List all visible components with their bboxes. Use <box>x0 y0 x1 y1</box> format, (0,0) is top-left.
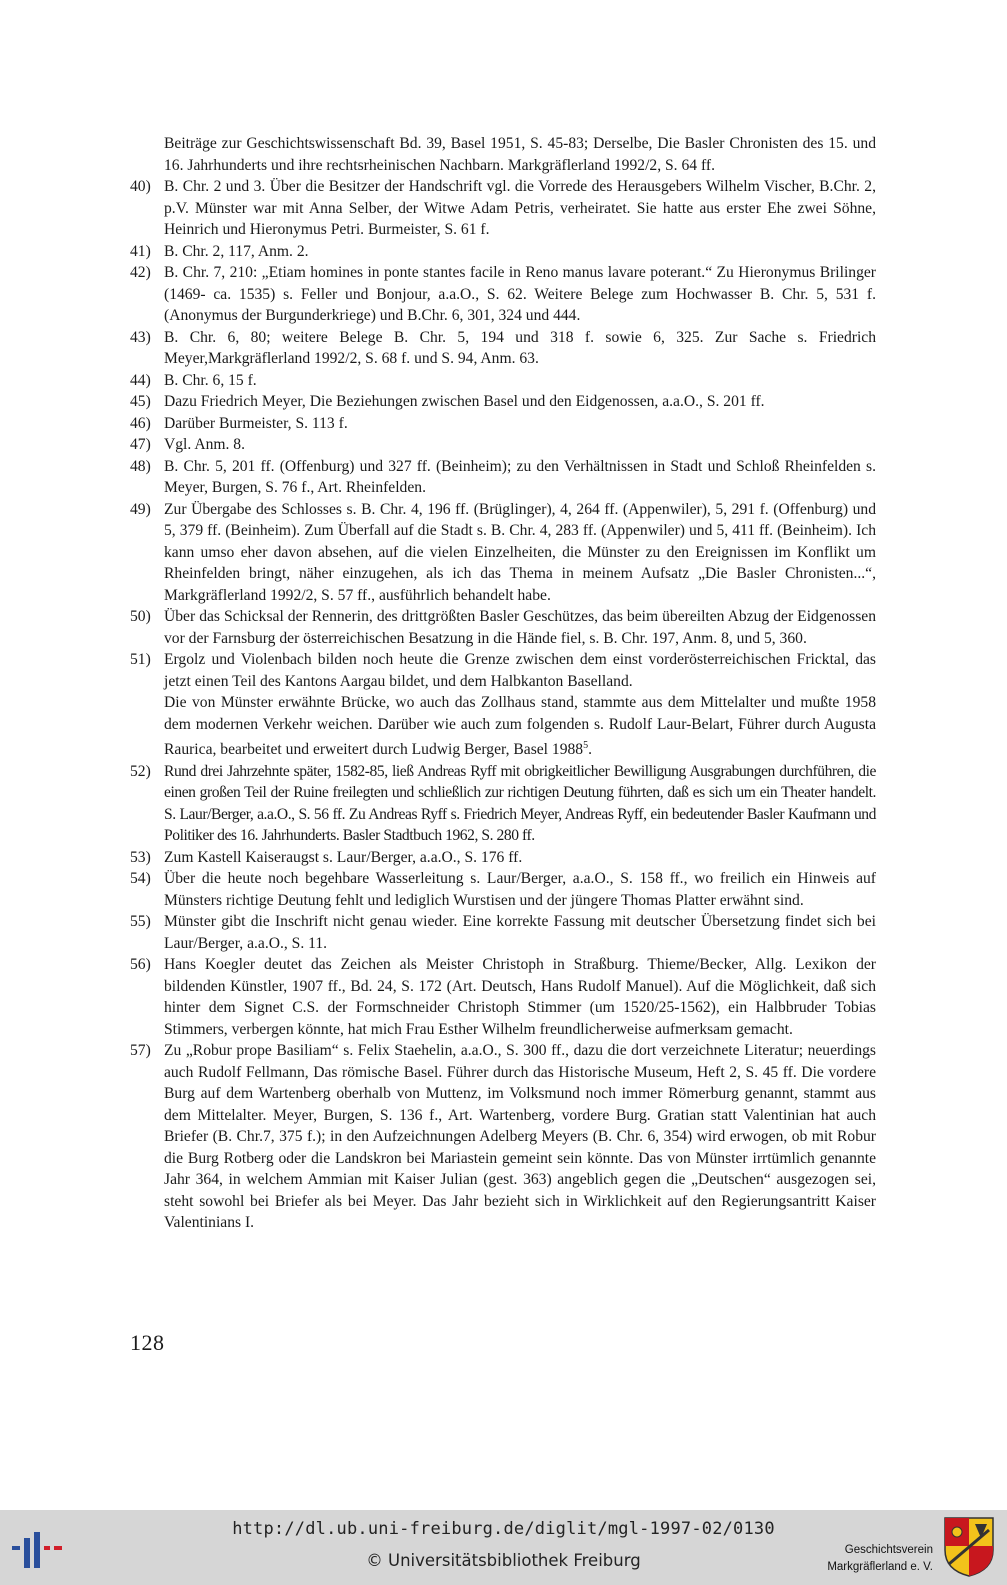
footnote-text: Vgl. Anm. 8. <box>164 436 246 453</box>
footnote-number: 50) <box>130 608 151 625</box>
footnote-number: 40) <box>130 178 151 195</box>
footnote-number: 44) <box>130 371 151 389</box>
permalink-url[interactable]: http://dl.ub.uni-freiburg.de/diglit/mgl-1997-02/0130 <box>232 1519 775 1539</box>
footnote-paragraph <box>164 692 876 761</box>
footnotes <box>130 133 876 1234</box>
footnote-text: Die von Münster erwähnte Brücke, wo auch das Zollhaus stand, stammte aus dem Mittelalter und mußte 1958 dem modernen Verkehr weichen. Darüber wie auch zum folgenden s. Rudolf Laur-Belart, Führer durch Augusta Raurica, bearbeitet und erweitert durch Ludwig Berger, Basel 1988 <box>164 694 876 759</box>
footnote-text: Rund drei Jahrzehnte später, 1582-85, ließ Andreas Ryff mit obrigkeitlicher Bewilligung Ausgrabungen durchführen, die einen großen Teil der Ruine freilegten und schließlich zur richtigen Deutung führten, daß es sich um ein Theater handelt. S. Laur/Berger, a.a.O., S. 56 ff. Zu Andreas Ryff s. Friedrich Meyer, Andreas Ryff, ein bedeutender Basler Kaufmann und Politiker des 16. Jahrhunderts. Basler Stadtbuch 1962, S. 280 ff. <box>164 762 876 845</box>
footnote-number: 41) <box>130 242 151 260</box>
footnote-text: Zu „Robur prope Basiliam“ s. Felix Staehelin, a.a.O., S. 300 ff., dazu die dort verzeichnete Literatur; neuerdings auch Rudolf Fellmann, Das römische Basel. Führer durch das Historische Museum, Heft 2, S. 45 ff. Die vordere Burg auf dem Wartenberg oberhalb von Muttenz, im Volksmund noch immer Römerburg genannt, stammt aus dem Mittelalter. Meyer, Burgen, S. 136 f., Art. Wartenberg, vordere Burg. Gratian statt Valentinian hat auch Briefer (B. Chr.7, 375 f.); in den Aufzeichnungen Adelberg Meyers (B. Chr. 6, 354) wird erwogen, ob mit Robur die Burg Rotberg oder die Landskron bei Mariastein gemeint sein könnte. Das von Münster irrtümlich genannte Jahr 364, in welchem Ammian mit Kaiser Julian (gest. 363) angeblich gegen die „Deutschen“ ausgezogen sei, steht sowohl bei Briefer als bei Meyer. Das Jahr bezieht sich in Wirklichkeit auf den Regierungsantritt Kaiser Valentinians I. <box>164 1042 876 1232</box>
footnote-text: Darüber Burmeister, S. 113 f. <box>164 414 348 432</box>
footnote <box>130 413 876 435</box>
footnote-number: 53) <box>130 848 151 866</box>
footnote-number: 51) <box>130 651 151 668</box>
footnote-number: 49) <box>130 500 151 518</box>
footnote <box>130 176 876 241</box>
footnote-number: 52) <box>130 762 151 780</box>
footnote-text: Über die heute noch begehbare Wasserleitung s. Laur/Berger, a.a.O., S. 158 ff., wo freilich ein Hinweis auf Münsters richtige Deutung fehlt und lediglich Wurstisen und der jüngere Thomas Platter erwähnt sind. <box>164 870 876 909</box>
footnote <box>130 954 876 1040</box>
footnote-text-end: . <box>588 741 593 759</box>
footnote <box>130 391 876 413</box>
footnote-text: Dazu Friedrich Meyer, Die Beziehungen zwischen Basel und den Eidgenossen, a.a.O., S. 201 ff. <box>164 393 765 410</box>
page-number: 128 <box>130 1330 165 1355</box>
footnote <box>130 434 876 456</box>
footnote-text: Hans Koegler deutet das Zeichen als Meister Christoph in Straßburg. Thieme/Becker, Allg. Lexikon der bildenden Künstler, 1907 ff., Bd. 24, S. 172 (Art. Deutsch, Hans Rudolf Manuel). Auf die Möglichkeit, daß sich hinter dem Signet C.S. der Formschneider Christoph Stimmer (um 1520/25-1562), ein Halbbruder Tobias Stimmers, verbergen könnte, hat mich Frau Esther Wilhelm freundlicherweise aufmerksam gemacht. <box>164 956 876 1038</box>
footnote <box>130 327 876 370</box>
footnote <box>130 499 876 607</box>
footnote <box>130 1040 876 1234</box>
footnote-text: Ergolz und Violenbach bilden noch heute die Grenze zwischen dem einst vorderösterreichischen Fricktal, das jetzt einen Teil des Kantons Aargau bildet, und dem Halbkanton Baselland. <box>164 651 876 690</box>
footnote-text: B. Chr. 2, 117, Anm. 2. <box>164 242 309 260</box>
society-line: Markgräflerland e. V. <box>827 1561 933 1573</box>
footnote-continuation: Beiträge zur Geschichtswissenschaft Bd. 39, Basel 1951, S. 45-83; Derselbe, Die Basler Chronisten des 15. und 16. Jahrhunderts und ihre rechtsrheinischen Nachbarn. Markgräflerland 1992/2, S. 64 ff. <box>164 135 876 174</box>
footnote-number: 56) <box>130 956 151 974</box>
copyright-notice: © Universitätsbibliothek Freiburg <box>366 1551 641 1570</box>
footnote-text: B. Chr. 6, 15 f. <box>164 371 257 389</box>
footnote-text: B. Chr. 7, 210: „Etiam homines in ponte stantes facile in Reno manus lavare poterant.“ Zu Hieronymus Brilinger (1469- ca. 1535) s. Feller und Bonjour, a.a.O., S. 62. Weitere Belege zum Hochwasser B. Chr. 5, 531 f. (Anonymus der Burgunderkriege) und B.Chr. 6, 301, 324 und 444. <box>164 264 876 324</box>
footnote-number: 47) <box>130 436 151 453</box>
footnote <box>130 649 876 761</box>
footnote <box>130 370 876 392</box>
footnote <box>130 911 876 954</box>
footnote-text: Über das Schicksal der Rennerin, des drittgrößten Basler Geschützes, das beim übereilten Abzug der Eidgenossen vor der Farnsburg der österreichischen Besatzung in die Hände fiel, s. B. Chr. 197, Anm. 8, und 5, 360. <box>164 608 876 647</box>
footnote-number: 54) <box>130 870 151 888</box>
footnote-text: B. Chr. 5, 201 ff. (Offenburg) und 327 ff. (Beinheim); zu den Verhältnissen in Stadt und Schloß Rheinfelden s. Meyer, Burgen, S. 76 f., Art. Rheinfelden. <box>164 457 876 496</box>
viewer-footer <box>0 1510 1007 1585</box>
footnote-text-block <box>164 649 876 761</box>
footnote <box>130 868 876 911</box>
footnote-number: 42) <box>130 264 151 281</box>
footnote-text: B. Chr. 2 und 3. Über die Besitzer der Handschrift vgl. die Vorrede des Herausgebers Wilhelm Vischer, B.Chr. 2, p.V. Münster war mit Anna Selber, der Witwe Adam Petris, verheiratet. Sie hatte aus erster Ehe zwei Söhne, Heinrich und Hieronymus Petri. Burmeister, S. 61 f. <box>164 178 876 238</box>
superscript-reference: 5 <box>583 740 589 751</box>
footnote <box>130 456 876 499</box>
footnote-number: 46) <box>130 414 151 432</box>
footnote-number: 45) <box>130 393 151 410</box>
footnote <box>130 606 876 649</box>
footnote-number: 57) <box>130 1042 151 1060</box>
coat-of-arms-icon <box>943 1516 995 1578</box>
footnote-text: Münster gibt die Inschrift nicht genau wieder. Eine korrekte Fassung mit deutscher Übersetzung findet sich bei Laur/Berger, a.a.O., S. 11. <box>164 913 876 952</box>
footnote <box>130 847 876 869</box>
footnote-text: Zum Kastell Kaiseraugst s. Laur/Berger, a.a.O., S. 176 ff. <box>164 848 523 866</box>
society-line: Geschichtsverein <box>844 1544 933 1556</box>
footnote-text: Zur Übergabe des Schlosses s. B. Chr. 4, 196 ff. (Brüglinger), 4, 264 ff. (Appenwiler), 5, 291 f. (Offenburg) und 5, 379 ff. (Beinheim). Zum Überfall auf die Stadt s. B. Chr. 4, 283 ff. (Appenwiler) und 5, 411 ff. (Beinheim). Ich kann umso eher davon absehen, auf die vielen Einzelheiten, die Münster zu den Ereignissen im Konflikt um Rheinfelden bringt, näher einzugehen, als ich das Thema in meinem Aufsatz „Die Basler Chronisten...“, Markgräflerland 1992/2, S. 57 ff., ausführlich behandelt habe. <box>164 500 876 604</box>
footnote <box>130 262 876 327</box>
footnote-number: 55) <box>130 913 151 931</box>
footnote-number: 48) <box>130 457 151 475</box>
footnote-number: 43) <box>130 328 151 346</box>
footnote <box>130 761 876 847</box>
society-name <box>827 1542 933 1576</box>
footnote-text: B. Chr. 6, 80; weitere Belege B. Chr. 5, 194 und 318 f. sowie 6, 325. Zur Sache s. Friedrich Meyer,Markgräflerland 1992/2, S. 68 f. und S. 94, Anm. 63. <box>164 328 876 367</box>
footnote <box>130 241 876 263</box>
